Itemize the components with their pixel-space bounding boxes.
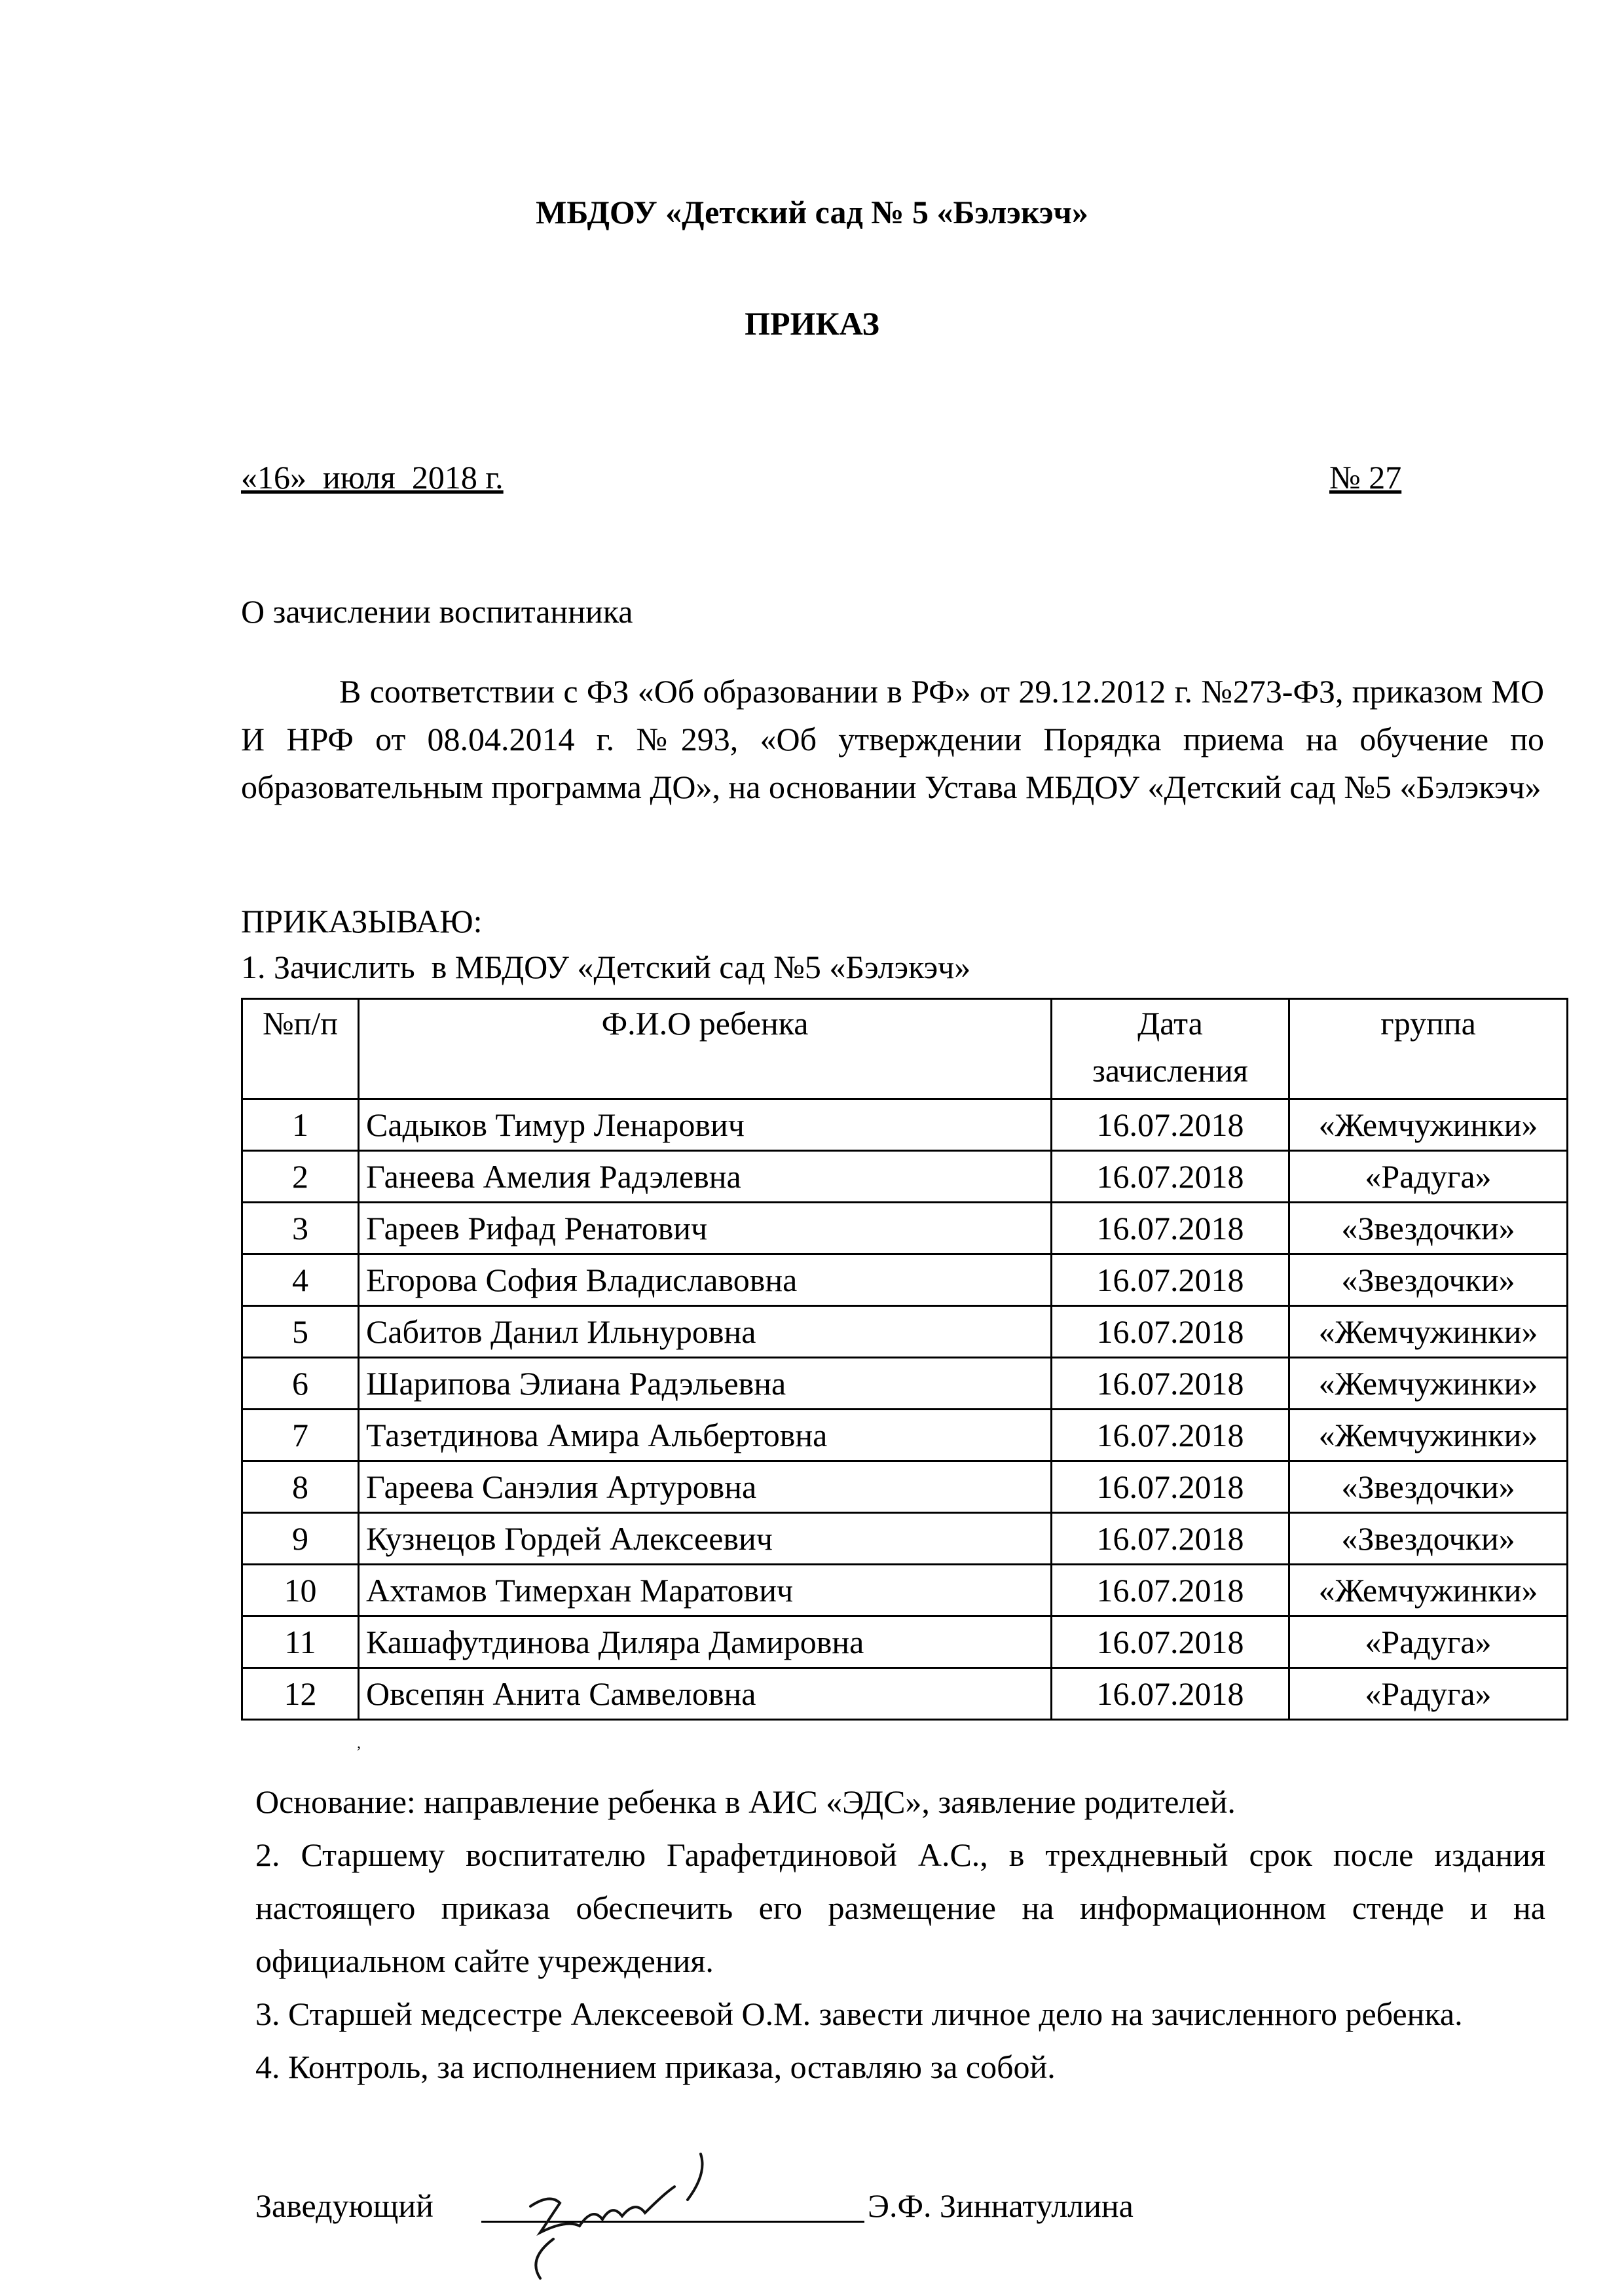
item-2: 2. Старшему воспитателю Гарафетдиновой А.С., в трехдневный срок после издания настоящего приказа обеспечить его размещение на информационном стенде и на официальном сайте учреждения. xyxy=(255,1836,1545,1979)
item-4: 4. Контроль, за исполнением приказа, оставляю за собой. xyxy=(255,2049,1056,2085)
header-date: Дата зачисления xyxy=(1052,999,1289,1099)
order-items xyxy=(255,1776,1545,2094)
cell-enroll-date: 16.07.2018 xyxy=(1052,1668,1289,1720)
table-row xyxy=(242,1306,1568,1358)
cell-group: «Звездочки» xyxy=(1289,1254,1568,1306)
preamble-paragraph: В соответствии с ФЗ «Об образовании в РФ» от 29.12.2012 г. №273-ФЗ, приказом МО И НРФ от 08.04.2014 г. №293, «Об утверждении Порядка приема на обучение по образовательным программа ДО», на основании Устава МБДОУ «Детский сад №5 «Бэлэкэч» xyxy=(241,673,1544,805)
cell-enroll-date: 16.07.2018 xyxy=(1052,1203,1289,1254)
cell-enroll-date: 16.07.2018 xyxy=(1052,1151,1289,1203)
table-row xyxy=(242,1203,1568,1254)
cell-child-name: Кузнецов Гордей Алексеевич xyxy=(359,1513,1052,1565)
cell-child-name: Ахтамов Тимерхан Маратович xyxy=(359,1565,1052,1616)
cell-number: 12 xyxy=(242,1668,359,1720)
basis-text: Основание: направление ребенка в АИС «ЭДС», заявление родителей. xyxy=(255,1783,1236,1820)
cell-child-name: Сабитов Данил Ильнуровна xyxy=(359,1306,1052,1358)
table-row xyxy=(242,1513,1568,1565)
cell-child-name: Тазетдинова Амира Альбертовна xyxy=(359,1410,1052,1461)
cell-child-name: Шарипова Элиана Радэльевна xyxy=(359,1358,1052,1410)
cell-number: 4 xyxy=(242,1254,359,1306)
handwritten-signature xyxy=(485,2141,733,2285)
cell-enroll-date: 16.07.2018 xyxy=(1052,1254,1289,1306)
table-row xyxy=(242,1151,1568,1203)
cell-enroll-date: 16.07.2018 xyxy=(1052,1099,1289,1151)
cell-child-name: Кашафутдинова Диляра Дамировна xyxy=(359,1616,1052,1668)
cell-group: «Жемчужинки» xyxy=(1289,1306,1568,1358)
cell-child-name: Овсепян Анита Самвеловна xyxy=(359,1668,1052,1720)
cell-group: «Жемчужинки» xyxy=(1289,1099,1568,1151)
organization-title: МБДОУ «Детский сад № 5 «Бэлэкэч» xyxy=(536,194,1088,230)
table-body xyxy=(242,1099,1568,1720)
cell-enroll-date: 16.07.2018 xyxy=(1052,1358,1289,1410)
cell-number: 2 xyxy=(242,1151,359,1203)
cell-group: «Жемчужинки» xyxy=(1289,1410,1568,1461)
cell-number: 7 xyxy=(242,1410,359,1461)
table-row xyxy=(242,1461,1568,1513)
item-3: 3. Старшей медсестре Алексеевой О.М. завести личное дело на зачисленного ребенка. xyxy=(255,1995,1463,2032)
cell-child-name: Егорова София Владиславовна xyxy=(359,1254,1052,1306)
cell-number: 8 xyxy=(242,1461,359,1513)
scan-speck: , xyxy=(357,1735,361,1752)
table-row xyxy=(242,1616,1568,1668)
cell-enroll-date: 16.07.2018 xyxy=(1052,1306,1289,1358)
table-row xyxy=(242,1668,1568,1720)
enrollment-table xyxy=(241,998,1568,1721)
order-number xyxy=(1329,458,1401,496)
order-number-text: № 27 xyxy=(1329,459,1402,496)
cell-child-name: Гареев Рифад Ренатович xyxy=(359,1203,1052,1254)
cell-number: 3 xyxy=(242,1203,359,1254)
cell-number: 5 xyxy=(242,1306,359,1358)
cell-number: 1 xyxy=(242,1099,359,1151)
table-row xyxy=(242,1254,1568,1306)
table-row xyxy=(242,1565,1568,1616)
cell-child-name: Садыков Тимур Ленарович xyxy=(359,1099,1052,1151)
header-name: Ф.И.О ребенка xyxy=(359,999,1052,1099)
signature-position: Заведующий xyxy=(255,2187,434,2224)
table-row xyxy=(242,1410,1568,1461)
cell-enroll-date: 16.07.2018 xyxy=(1052,1513,1289,1565)
cell-enroll-date: 16.07.2018 xyxy=(1052,1410,1289,1461)
cell-group: «Звездочки» xyxy=(1289,1203,1568,1254)
cell-number: 6 xyxy=(242,1358,359,1410)
cell-enroll-date: 16.07.2018 xyxy=(1052,1565,1289,1616)
cell-group: «Радуга» xyxy=(1289,1668,1568,1720)
cell-group: «Жемчужинки» xyxy=(1289,1565,1568,1616)
order-date: «16» июля 2018 г. xyxy=(241,459,504,496)
cell-child-name: Гареева Санэлия Артуровна xyxy=(359,1461,1052,1513)
cell-group: «Звездочки» xyxy=(1289,1461,1568,1513)
table-row xyxy=(242,1099,1568,1151)
cell-child-name: Ганеева Амелия Радэлевна xyxy=(359,1151,1052,1203)
table-row xyxy=(242,1358,1568,1410)
table-header-row xyxy=(242,999,1568,1099)
order-subject: О зачислении воспитанника xyxy=(241,593,633,630)
cell-enroll-date: 16.07.2018 xyxy=(1052,1616,1289,1668)
signature-name: Э.Ф. Зиннатуллина xyxy=(868,2187,1134,2224)
cell-group: «Звездочки» xyxy=(1289,1513,1568,1565)
cell-number: 11 xyxy=(242,1616,359,1668)
cell-enroll-date: 16.07.2018 xyxy=(1052,1461,1289,1513)
item-1: 1. Зачислить в МБДОУ «Детский сад №5 «Бэлэкэч» xyxy=(241,949,971,985)
document-type: ПРИКАЗ xyxy=(745,305,879,342)
cell-number: 9 xyxy=(242,1513,359,1565)
cell-group: «Радуга» xyxy=(1289,1616,1568,1668)
order-word: ПРИКАЗЫВАЮ: xyxy=(241,903,483,939)
cell-number: 10 xyxy=(242,1565,359,1616)
header-number: №п/п xyxy=(242,999,359,1099)
header-group: группа xyxy=(1289,999,1568,1099)
cell-group: «Жемчужинки» xyxy=(1289,1358,1568,1410)
cell-group: «Радуга» xyxy=(1289,1151,1568,1203)
